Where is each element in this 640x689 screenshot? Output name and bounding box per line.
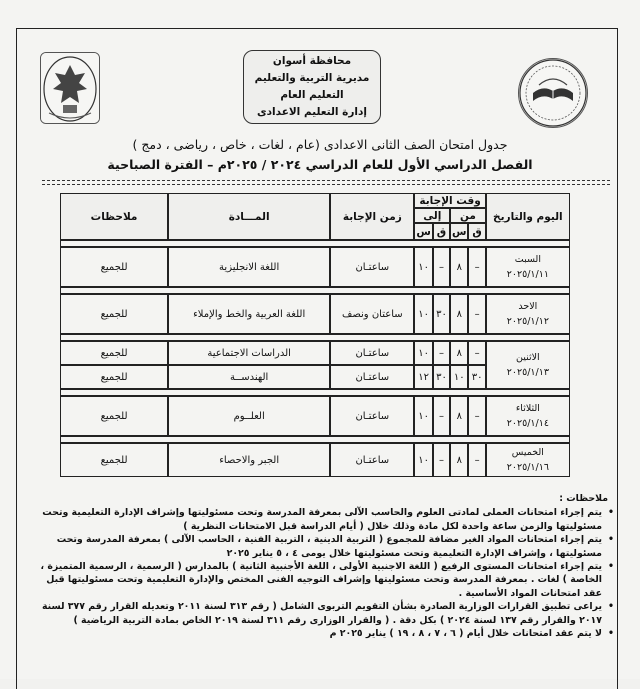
note-cell: للجميع xyxy=(60,341,168,365)
from-hour: ٨ xyxy=(450,341,468,365)
duration-cell: ساعتـان xyxy=(330,341,414,365)
document-subtitle: الفصل الدراسي الأول للعام الدراسي ٢٠٢٤ / ٢٠٢٥م – الفترة الصباحية xyxy=(107,157,533,172)
header-to-hour: س xyxy=(414,223,432,240)
table-row xyxy=(60,341,570,365)
subject-cell: العلــوم xyxy=(168,396,330,436)
from-hour: ٨ xyxy=(450,247,468,287)
header-from-minute: ق xyxy=(468,223,485,240)
stamp-line-directorate: مديرية التربية والتعليم xyxy=(254,72,370,84)
to-hour: ١٠ xyxy=(414,396,432,436)
exam-date: ٢٠٢٥/١/١١ xyxy=(506,269,549,280)
day-date-cell xyxy=(486,396,570,436)
stamp-line-general-education: التعليم العام xyxy=(280,89,344,101)
header-from-hour: س xyxy=(450,223,468,240)
from-minute: ٣٠ xyxy=(468,365,485,389)
from-minute: – xyxy=(468,341,485,365)
note-cell: للجميع xyxy=(60,365,168,389)
exam-date: ٢٠٢٥/١/١٢ xyxy=(506,316,549,327)
from-minute: – xyxy=(468,294,485,334)
from-hour: ١٠ xyxy=(450,365,468,389)
duration-cell: ساعتان ونصف xyxy=(330,294,414,334)
notes-section xyxy=(30,492,620,640)
exam-schedule-table xyxy=(60,193,570,477)
header-to-minute: ق xyxy=(433,223,450,240)
to-minute: – xyxy=(433,247,450,287)
directorate-stamp xyxy=(243,50,381,124)
day-name: الثلاثاء xyxy=(515,403,540,414)
list-item: • لا يتم عقد امتحانات خلال أيام ( ٦ ، ٧ ، ٨ ، ١٩ ) يناير ٢٠٢٥ م xyxy=(30,627,602,640)
to-hour: ١٢ xyxy=(414,365,432,389)
note-cell: للجميع xyxy=(60,294,168,334)
to-minute: ٣٠ xyxy=(433,365,450,389)
table-row xyxy=(60,443,570,477)
table-row xyxy=(60,396,570,436)
day-name: الاثنين xyxy=(516,352,540,363)
exam-date: ٢٠٢٥/١/١٣ xyxy=(506,367,549,378)
exam-date: ٢٠٢٥/١/١٦ xyxy=(506,462,549,473)
to-hour: ١٠ xyxy=(414,443,432,477)
header-duration: زمن الإجابة xyxy=(330,193,414,240)
from-hour: ٨ xyxy=(450,294,468,334)
subject-cell: اللغة الانجليزية xyxy=(168,247,330,287)
note-cell: للجميع xyxy=(60,247,168,287)
note-cell: للجميع xyxy=(60,396,168,436)
table-row xyxy=(60,294,570,334)
subject-cell: الهندســة xyxy=(168,365,330,389)
subject-cell: الجبر والاحصاء xyxy=(168,443,330,477)
to-hour: ١٠ xyxy=(414,294,432,334)
list-item: • يتم إجراء امتحانات المواد الغير مضافة للمجموع ( التربية الدينية ، التربية الفنية ، الحاسب الآلى ) بمعرفة المدرسة وتحت مسئوليتها ، وإشراف الإدارة التعليمية وتحت مسئوليتها خلال يومى ٤ ، ٥ يناير ٢٠٢٥ xyxy=(30,533,602,560)
header-answer-time: وقت الإجابة xyxy=(414,193,485,208)
duration-cell: ساعتـان xyxy=(330,365,414,389)
governorate-emblem-icon xyxy=(40,52,100,124)
to-minute: – xyxy=(433,396,450,436)
note-cell: للجميع xyxy=(60,443,168,477)
header-from: من xyxy=(450,208,486,223)
from-hour: ٨ xyxy=(450,443,468,477)
duration-cell: ساعتـان xyxy=(330,443,414,477)
day-name: السبت xyxy=(514,254,541,265)
ministry-book-emblem-icon xyxy=(518,58,588,128)
to-minute: – xyxy=(433,443,450,477)
day-date-cell xyxy=(486,247,570,287)
header-to: إلى xyxy=(414,208,450,223)
list-item: • يراعى تطبيق القرارات الوزارية الصادرة بشأن التقويم التربوى الشامل ( رقم ٣١٣ لسنة ٢٠١١ وتعديله القرار رقم ٣٧٧ لسنة ٢٠١٧ والقرار رقم ١٣٧ لسنة ٢٠٢٤ ) بكل دقة . ( والقرار الوزارى رقم ٣١١ لسنة ٢٠١٩ الخاص بمادة التربية الرياضية ) xyxy=(30,600,602,627)
stamp-line-governorate: محافظة أسوان xyxy=(272,55,352,67)
to-minute: ٣٠ xyxy=(433,294,450,334)
to-hour: ١٠ xyxy=(414,247,432,287)
exam-date: ٢٠٢٥/١/١٤ xyxy=(506,418,549,429)
notes-heading: ملاحظات : xyxy=(559,493,608,504)
to-minute: – xyxy=(433,341,450,365)
document-title: جدول امتحان الصف الثانى الاعدادى (عام ، لغات ، خاص ، رياضى ، دمج ) xyxy=(132,137,508,152)
duration-cell: ساعتـان xyxy=(330,396,414,436)
day-name: الاحد xyxy=(518,301,538,312)
header-notes: ملاحظات xyxy=(60,193,168,240)
table-row xyxy=(60,247,570,287)
day-date-cell xyxy=(486,443,570,477)
day-name: الخميس xyxy=(511,447,544,458)
from-minute: – xyxy=(468,443,485,477)
day-date-cell xyxy=(486,294,570,334)
header-day-date: اليوم والتاريخ xyxy=(486,193,570,240)
list-item: • يتم إجراء امتحانات المستوى الرفيع ( اللغة الاجنبية الأولى ، اللغة الأجنبية الثانية ) بالمدارس ( الرسمية ، الرسمية المتميزة ، الخاصة ) لغات . بمعرفة المدرسة وتحت مسئوليتها وإشراف التوجيه الفنى المختص والإدارة التعليمية وتحت مسئوليتها قبل عقد امتحانات المواد الأساسية . xyxy=(30,560,602,600)
stamp-line-administration: إدارة التعليم الاعدادى xyxy=(257,106,367,118)
from-minute: – xyxy=(468,247,485,287)
day-date-cell xyxy=(486,341,570,389)
divider xyxy=(42,184,610,185)
subject-cell: اللغة العربية والخط والإملاء xyxy=(168,294,330,334)
to-hour: ١٠ xyxy=(414,341,432,365)
notes-list xyxy=(30,506,620,640)
duration-cell: ساعتـان xyxy=(330,247,414,287)
from-hour: ٨ xyxy=(450,396,468,436)
list-item: • يتم إجراء امتحانات العملى لمادتى العلوم والحاسب الآلى بمعرفة المدرسة وتحت مسئوليتها وإشراف الإدارة التعليمية وتحت مسئوليتها والزمن ساعة واحدة لكل مادة وذلك خلال ( أيام الدراسة قبل الامتحانات النظرية ) xyxy=(30,506,602,533)
header-subject: المـــادة xyxy=(168,193,330,240)
from-minute: – xyxy=(468,396,485,436)
divider xyxy=(42,180,610,181)
subject-cell: الدراسات الاجتماعية xyxy=(168,341,330,365)
